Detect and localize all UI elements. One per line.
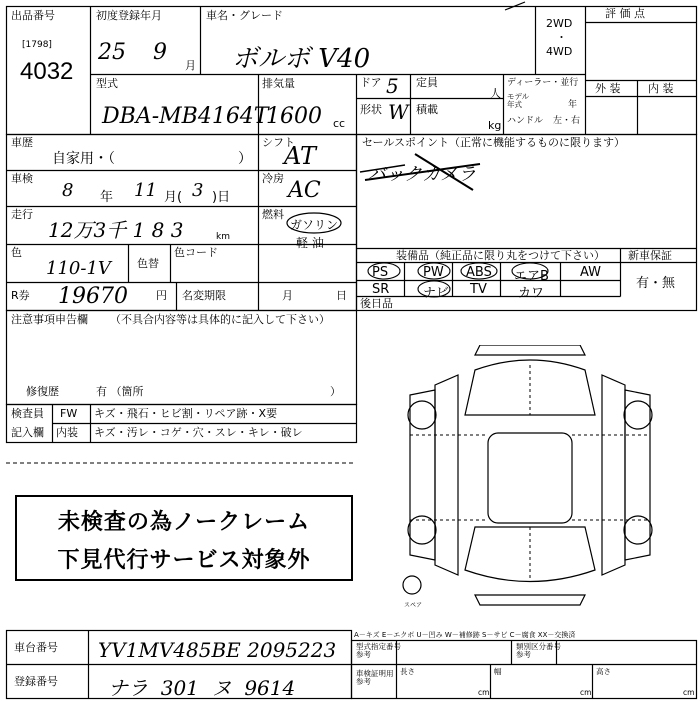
ac-label: 冷房: [262, 172, 284, 185]
exterior-label: 外 装: [595, 82, 621, 95]
inspection-month-unit: 月(: [164, 190, 183, 205]
width-label: 幅: [494, 667, 502, 676]
car-damage-diagram: [380, 345, 680, 610]
lot-number: 4032: [20, 58, 74, 85]
history-value: 自家用・（: [52, 151, 115, 167]
shape-value: W: [388, 100, 409, 124]
car-name-label: 車名・グレード: [206, 9, 283, 22]
interior-items: キズ・汚レ・コゲ・穴・スレ・キレ・破レ: [94, 426, 303, 439]
notes-label: 注意事項申告欄: [11, 313, 88, 326]
post-delivery-label: 後日品: [360, 297, 393, 310]
equip-aw: AW: [580, 265, 602, 280]
doors-value: 5: [386, 74, 399, 98]
chassis-number: YV1MV485BE 2095223: [98, 638, 337, 662]
lot-number-label: 出品番号: [11, 9, 55, 22]
fuel-diesel: 軽 油: [296, 236, 324, 250]
inspection-year-unit: 年: [100, 190, 114, 205]
notice-line-1: 未検査の為ノークレーム: [57, 510, 311, 535]
shift-label: シフト: [262, 136, 295, 149]
capacity-label: 定員: [416, 76, 438, 89]
inspector-label-2: 記入欄: [11, 426, 44, 439]
shape-label: 形状: [360, 103, 382, 116]
history-close: ）: [238, 151, 252, 167]
first-registration-month-unit: 月: [185, 59, 196, 72]
equip-abs: ABS: [466, 265, 492, 280]
chassis-label: 車台番号: [14, 641, 58, 654]
length-cm-unit: cm: [478, 688, 490, 697]
width-cm-unit: cm: [580, 688, 592, 697]
equip-pw: PW: [423, 265, 444, 280]
height-cm-unit: cm: [683, 688, 695, 697]
certificate-label: 車検証明用 参考: [356, 669, 394, 686]
drive-4wd: 4WD: [546, 45, 573, 58]
type-designation-label: 型式指定番号 参考: [356, 642, 401, 659]
shift-value: AT: [284, 142, 317, 170]
equip-leather: カワ: [518, 286, 545, 301]
new-car-warranty-label: 新車保証: [628, 249, 672, 262]
persons-unit: 人: [490, 87, 501, 100]
color-change-label: 色替: [137, 257, 159, 270]
year-unit: 年: [568, 100, 578, 110]
sales-point-crossed-text: バックカメラ: [368, 164, 476, 185]
transfer-day-unit: 日: [336, 289, 347, 302]
dealer-label: ディーラー・並行: [507, 78, 579, 88]
no-claim-notice: [15, 495, 353, 581]
category-number-label: 類別区分番号 参考: [516, 642, 561, 659]
plate-number: ナラ 301 ヌ 9614: [108, 676, 296, 700]
model-label: 型式: [96, 77, 118, 90]
mileage-label: 走行: [11, 208, 33, 221]
interior-inspect-label: 内装: [56, 426, 78, 439]
transfer-month-unit: 月: [282, 289, 293, 302]
inspection-label: 車検: [11, 172, 33, 185]
model-code: DBA-MB4164T: [102, 104, 269, 129]
plate-label: 登録番号: [14, 675, 58, 688]
history-label: 車歴: [11, 136, 33, 149]
drive-2wd: 2WD: [546, 17, 573, 30]
height-label: 高さ: [596, 667, 611, 676]
displacement-label: 排気量: [262, 77, 295, 90]
equip-navi: ナビ: [423, 286, 450, 301]
fuel-gasoline: ガソリン: [290, 218, 339, 232]
doors-label: ドア: [360, 76, 382, 89]
lot-sub-number: [1798]: [22, 40, 52, 50]
fuel-circle-mark: [284, 210, 344, 236]
equipment-circle-marks: [356, 262, 606, 298]
recycle-label: R券: [11, 289, 30, 302]
equip-ps: PS: [372, 265, 389, 280]
cc-unit: cc: [333, 117, 346, 130]
ac-value: AC: [288, 178, 321, 203]
displacement-value: 1600: [266, 104, 322, 129]
km-unit: km: [216, 232, 230, 242]
car-name: ボルボ V40: [232, 44, 371, 74]
handle-label: ハンドル: [507, 116, 544, 126]
first-registration-month: 9: [153, 40, 167, 65]
repair-history-value: 有 （箇所: [96, 385, 144, 398]
transfer-label: 名変期限: [182, 289, 226, 302]
damage-legend: A－キズ E－エクボ U－凹み W－補修跡 S－サビ C－腐食 XX－交換済: [354, 631, 576, 639]
new-car-warranty-options: 有・無: [636, 276, 676, 291]
equip-airbag: エアB: [514, 269, 549, 284]
fuel-label: 燃料: [262, 208, 284, 221]
color-value: 110-1V: [46, 258, 111, 279]
equipment-label: 装備品（純正品に限り丸をつけて下さい）: [396, 249, 605, 262]
spare-label: スペア: [404, 602, 423, 609]
first-registration-label: 初度登録年月: [96, 9, 162, 22]
yen-unit: 円: [156, 289, 167, 302]
sales-point-label: セールスポイント（正常に機能するものに限ります）: [362, 136, 626, 149]
fw-label: FW: [60, 407, 78, 420]
inspection-month: 11: [134, 180, 157, 201]
mileage-value: 12万3千 1 8 3: [48, 218, 184, 242]
model-year-label: モデル 年式: [507, 92, 530, 109]
repair-history-label: 修復歴: [26, 385, 59, 398]
recycle-value: 19670: [58, 284, 128, 309]
inspector-label-1: 検査員: [11, 407, 44, 420]
inspection-year: 8: [62, 180, 74, 201]
notes-instruction: （不具合内容等は具体的に記入して下さい）: [110, 313, 330, 326]
first-registration-year: 25: [98, 40, 126, 65]
inspection-day-unit: )日: [212, 190, 231, 205]
color-label: 色: [11, 246, 22, 259]
kg-unit: kg: [488, 119, 502, 132]
handle-options: 左・右: [553, 116, 581, 126]
length-label: 長さ: [400, 667, 415, 676]
fw-items: キズ・飛石・ヒビ割・リペア跡・X要: [94, 407, 278, 420]
notice-line-2: 下見代行サービス対象外: [57, 548, 311, 573]
repair-history-close: ）: [330, 385, 341, 398]
cross-out-mark: [355, 150, 495, 195]
equip-tv: TV: [470, 282, 487, 297]
score-label: 評 価 点: [605, 7, 645, 20]
color-code-label: 色コード: [174, 246, 218, 259]
inspection-day: 3: [192, 180, 204, 201]
drive-separator: ・: [556, 31, 567, 44]
equip-sr: SR: [372, 282, 390, 297]
load-label: 積載: [416, 103, 438, 116]
interior-label: 内 装: [648, 82, 674, 95]
